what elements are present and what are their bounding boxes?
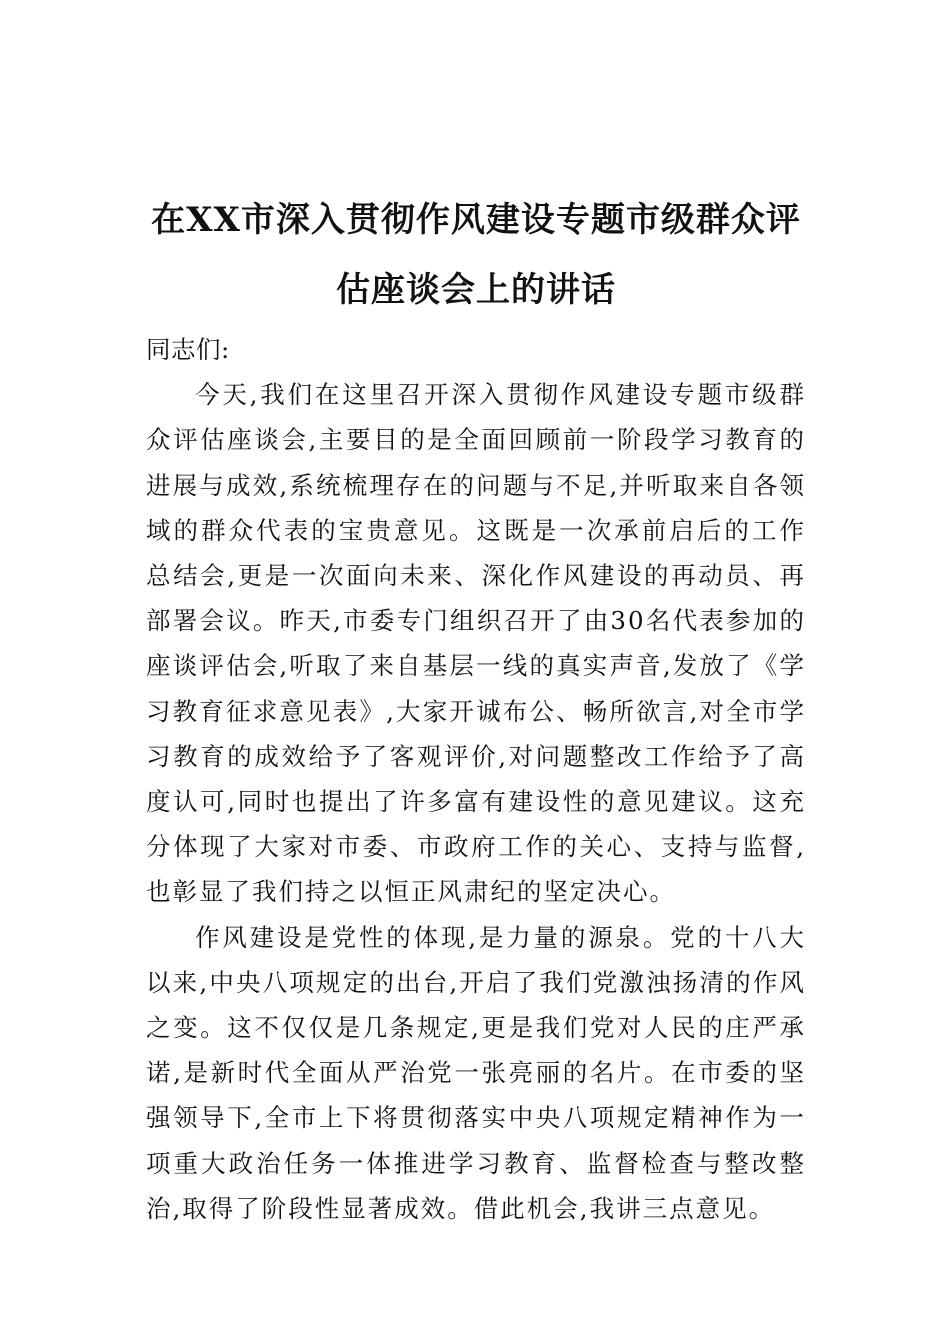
salutation: 同志们: (146, 335, 230, 364)
paragraph-1: 今天,我们在这里召开深入贯彻作风建设专题市级群众评估座谈会,主要目的是全面回顾前一阶段学习教育的进展与成效,系统梳理存在的问题与不足,并听取来自各领域的群众代表的宝贵意见。这既是一次承前启后的工作总结会,更是一次面向未来、深化作风建设的再动员、再部署会议。昨天,市委专门组织召开了由30名代表参加的座谈评估会,听取了来自基层一线的真实声音,发放了《学习教育征求意见表》,大家开诚布公、畅所欲言,对全市学习教育的成效给予了客观评价,对问题整改工作给予了高度认可,同时也提出了许多富有建设性的意见建议。这充分体现了大家对市委、市政府工作的关心、支持与监督,也彰显了我们持之以恒正风肃纪的坚定决心。 (146, 380, 806, 907)
document-title (146, 185, 806, 325)
document-body (146, 327, 806, 1231)
title-line-1: 在XX市深入贯彻作风建设专题市级群众评 (151, 199, 801, 240)
title-line-2: 估座谈会上的讲话 (336, 269, 616, 310)
paragraph-2: 作风建设是党性的体现,是力量的源泉。党的十八大以来,中央八项规定的出台,开启了我们党激浊扬清的作风之变。这不仅仅是几条规定,更是我们党对人民的庄严承诺,是新时代全面从严治党一张亮丽的名片。在市委的坚强领导下,全市上下将贯彻落实中央八项规定精神作为一项重大政治任务一体推进学习教育、监督检查与整改整治,取得了阶段性显著成效。借此机会,我讲三点意见。 (146, 922, 806, 1223)
